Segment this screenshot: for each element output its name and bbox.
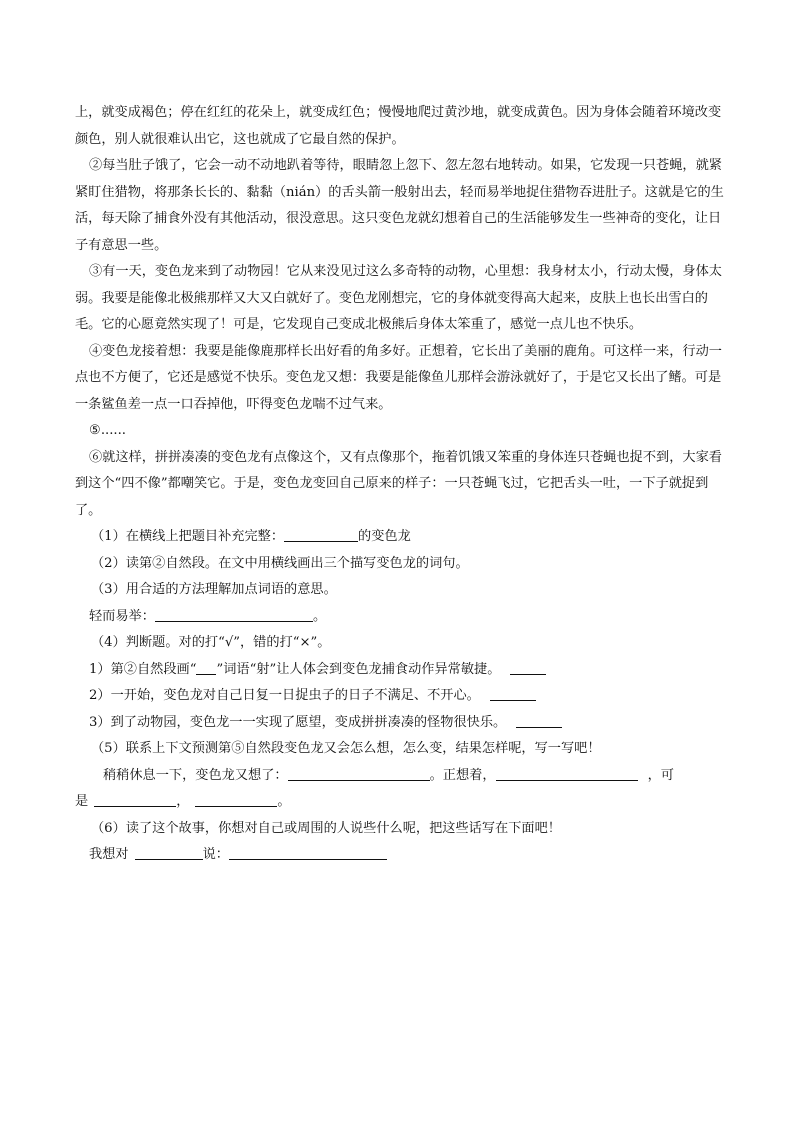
passage-continuation: 上，就变成褐色；停在红红的花朵上，就变成红色；慢慢地爬过黄沙地，就变成黄色。因为身体会随着环境改变颜色，别人就很难认出它，这也就成了它最自然的保护。	[75, 105, 722, 147]
question-2: （2）读第②自然段。在文中用横线画出三个描写变色龙的词句。	[91, 555, 469, 571]
result-blank-1[interactable]	[94, 792, 176, 807]
judge-item-1	[75, 657, 732, 684]
question-5-text-e: ，	[176, 794, 190, 809]
question-6: （6）读了这个故事，你想对自己或周围的人说些什么呢，把这些话写在下面吧！	[91, 820, 561, 836]
judge-item-2-answer[interactable]	[490, 686, 536, 701]
question-3: （3）用合适的方法理解加点词语的意思。	[91, 582, 337, 597]
question-5: （5）联系上下文预测第⑤自然段变色龙又会怎么想，怎么变，结果怎样呢，写一写吧！	[91, 741, 601, 756]
passage-paragraph-3: ③有一天，变色龙来到了动物园！它从来没见过这么多奇特的动物，心里想：我身材太小，行动太慢，身体太弱。我要是能像北极熊那样又大又白就好了。变色龙刚想完，它的身体就变得高大起来，皮肤上也长出雪白的毛。它的心愿竟然实现了！可是，它发现自己变成北极熊后身体太笨重了，感觉一点儿也不快乐。	[75, 264, 722, 332]
person-blank[interactable]	[135, 845, 203, 860]
think-blank[interactable]	[288, 766, 430, 781]
judge-item-1-text-b: ”词语“射”让人体会到变色龙捕食动作异常敏捷。	[216, 661, 501, 677]
question-3-label: 轻而易举：	[89, 608, 155, 624]
question-5-text-d: 是	[75, 794, 89, 809]
meaning-blank[interactable]	[155, 607, 313, 622]
question-1-suffix: 的变色龙	[358, 529, 411, 544]
passage-paragraph-2: ②每当肚子饿了，它会一动不动地趴着等待，眼睛忽上忽下、忽左忽右地转动。如果，它发现一只苍蝇，就紧紧盯住猎物，将那条长长的、黏黏（nián）的舌头箭一般射出去，轻而易举地捉住猎物吞进肚子。这就是它的生活，每天除了捕食外没有其他活动，很没意思。这只变色龙就幻想着自己的生活能够发生一些神奇的变化，让日子有意思一些。	[75, 158, 724, 253]
judge-item-1-answer[interactable]	[510, 660, 546, 675]
result-blank-2[interactable]	[195, 792, 277, 807]
judge-item-1-text-a: 1）第②自然段画“	[89, 661, 197, 677]
question-5-text-b: 。正想着，	[429, 767, 496, 783]
question-5-fill-line-2	[75, 789, 732, 816]
passage-paragraph-4: ④变色龙接着想：我要是能像鹿那样长出好看的角多好。正想着，它长出了美丽的鹿角。可这样一来，行动一点也不方便了，它还是感觉不快乐。变色龙又想：我要是能像鱼儿那样会游泳就好了，于是它又长出了鳍。可是一条鲨鱼差一点一口吞掉他，吓得变色龙喘不过气来。	[75, 343, 722, 412]
question-5-text-f: 。	[277, 794, 291, 809]
judge-item-3	[75, 710, 732, 737]
question-6-text-b: 说：	[202, 847, 229, 862]
question-4: （4）判断题。对的打“√”，错的打“×”。	[91, 635, 331, 650]
question-5-text-c: ，可	[647, 767, 674, 783]
passage-paragraph-5: ⑤......	[89, 423, 126, 438]
judge-item-2-text: 2）一开始，变色龙对自己日复一日捉虫子的日子不满足、不开心。	[89, 688, 480, 703]
question-6-fill-line	[75, 842, 732, 869]
question-1-text: （1）在横线上把题目补充完整：	[91, 529, 285, 544]
question-6-text-a: 我想对	[89, 847, 129, 862]
title-blank[interactable]	[284, 527, 358, 542]
judge-item-3-answer[interactable]	[516, 713, 562, 728]
change-blank[interactable]	[496, 766, 638, 781]
judge-item-3-text: 3）到了动物园，变色龙一一实现了愿望，变成拼拼凑凑的怪物很快乐。	[89, 714, 507, 730]
question-5-fill-line-1	[75, 763, 732, 790]
question-3-end: 。	[312, 608, 327, 624]
judge-item-2	[75, 683, 732, 710]
passage-paragraph-6: ⑥就这样，拼拼凑凑的变色龙有点像这个，又有点像那个，拖着饥饿又笨重的身体连只苍蝇也捉不到，大家看到这个“四不像”都嘲笑它。于是，变色龙变回自己原来的样子：一只苍蝇飞过，它把舌头一吐，一下子就捉到了。	[75, 449, 722, 518]
message-blank[interactable]	[229, 845, 387, 860]
question-1	[75, 524, 732, 551]
question-5-text-a: 稍稍休息一下，变色龙又想了：	[103, 767, 288, 783]
mark-blank[interactable]	[196, 660, 216, 675]
question-3-answer-line	[75, 604, 732, 631]
